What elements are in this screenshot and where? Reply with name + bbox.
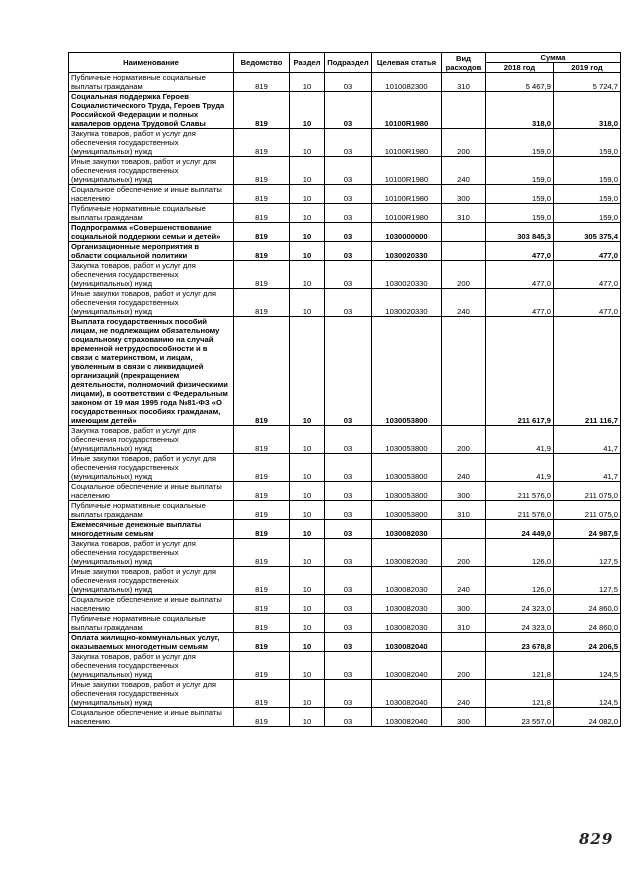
cell-exp: 300: [442, 595, 486, 614]
header-exp: Вид расходов: [442, 53, 486, 73]
cell-section: 10: [290, 501, 325, 520]
table-body: [69, 73, 621, 727]
cell-dept: 819: [234, 185, 290, 204]
cell-subsection: 03: [325, 92, 372, 129]
table-row: [69, 482, 621, 501]
cell-exp: 200: [442, 652, 486, 680]
cell-2018: 318,0: [486, 92, 554, 129]
table-row: [69, 708, 621, 727]
cell-name: Публичные нормативные социальные выплаты гражданам: [69, 501, 234, 520]
cell-subsection: 03: [325, 185, 372, 204]
cell-subsection: 03: [325, 426, 372, 454]
cell-dept: 819: [234, 289, 290, 317]
cell-2019: 159,0: [554, 185, 621, 204]
cell-section: 10: [290, 223, 325, 242]
cell-2018: 121,8: [486, 652, 554, 680]
cell-2018: 24 323,0: [486, 595, 554, 614]
cell-subsection: 03: [325, 454, 372, 482]
cell-section: 10: [290, 595, 325, 614]
cell-name: Социальное обеспечение и иные выплаты населению: [69, 708, 234, 727]
cell-2019: 318,0: [554, 92, 621, 129]
table-row: [69, 614, 621, 633]
cell-target: 1030053800: [372, 454, 442, 482]
cell-target: 1030082030: [372, 614, 442, 633]
cell-2018: 23 557,0: [486, 708, 554, 727]
cell-dept: 819: [234, 680, 290, 708]
cell-2018: 41,9: [486, 454, 554, 482]
cell-exp: 240: [442, 680, 486, 708]
cell-section: 10: [290, 92, 325, 129]
header-section: Раздел: [290, 53, 325, 73]
cell-exp: 310: [442, 501, 486, 520]
cell-2018: 23 678,8: [486, 633, 554, 652]
cell-exp: 200: [442, 261, 486, 289]
cell-target: 1030082030: [372, 595, 442, 614]
cell-target: 10100R1980: [372, 204, 442, 223]
header-2019: 2019 год: [554, 63, 621, 73]
table-row: [69, 454, 621, 482]
cell-2018: 41,9: [486, 426, 554, 454]
cell-section: 10: [290, 482, 325, 501]
cell-subsection: 03: [325, 652, 372, 680]
table-row: [69, 223, 621, 242]
cell-name: Публичные нормативные социальные выплаты гражданам: [69, 204, 234, 223]
cell-dept: 819: [234, 539, 290, 567]
cell-target: 1030053800: [372, 426, 442, 454]
cell-2018: 211 617,9: [486, 317, 554, 426]
table-row: [69, 652, 621, 680]
cell-subsection: 03: [325, 567, 372, 595]
cell-target: 10100R1980: [372, 92, 442, 129]
cell-subsection: 03: [325, 501, 372, 520]
cell-dept: 819: [234, 204, 290, 223]
cell-name: Закупка товаров, работ и услуг для обеспечения государственных (муниципальных) нужд: [69, 261, 234, 289]
cell-dept: 819: [234, 223, 290, 242]
cell-name: Закупка товаров, работ и услуг для обеспечения государственных (муниципальных) нужд: [69, 426, 234, 454]
cell-target: 1030053800: [372, 482, 442, 501]
cell-target: 1010082300: [372, 73, 442, 92]
cell-exp: [442, 242, 486, 261]
cell-2019: 24 987,5: [554, 520, 621, 539]
cell-target: 1030000000: [372, 223, 442, 242]
cell-target: 1030082040: [372, 633, 442, 652]
cell-2019: 127,5: [554, 539, 621, 567]
cell-subsection: 03: [325, 317, 372, 426]
cell-2019: 127,5: [554, 567, 621, 595]
cell-section: 10: [290, 633, 325, 652]
cell-dept: 819: [234, 157, 290, 185]
cell-exp: 310: [442, 614, 486, 633]
cell-subsection: 03: [325, 157, 372, 185]
cell-section: 10: [290, 289, 325, 317]
cell-section: 10: [290, 652, 325, 680]
cell-name: Иные закупки товаров, работ и услуг для обеспечения государственных (муниципальных) нужд: [69, 680, 234, 708]
cell-section: 10: [290, 185, 325, 204]
header-sum: Сумма: [486, 53, 621, 63]
cell-subsection: 03: [325, 680, 372, 708]
cell-2018: 477,0: [486, 242, 554, 261]
header-row: [69, 53, 621, 63]
cell-dept: 819: [234, 242, 290, 261]
cell-name: Иные закупки товаров, работ и услуг для обеспечения государственных (муниципальных) нужд: [69, 289, 234, 317]
table-row: [69, 317, 621, 426]
cell-2019: 159,0: [554, 157, 621, 185]
cell-exp: 300: [442, 708, 486, 727]
cell-2019: 159,0: [554, 129, 621, 157]
cell-target: 1030082040: [372, 708, 442, 727]
cell-2019: 159,0: [554, 204, 621, 223]
cell-name: Социальное обеспечение и иные выплаты населению: [69, 595, 234, 614]
cell-target: 10100R1980: [372, 129, 442, 157]
cell-2018: 126,0: [486, 539, 554, 567]
cell-dept: 819: [234, 73, 290, 92]
cell-2019: 41,7: [554, 454, 621, 482]
cell-exp: 240: [442, 567, 486, 595]
cell-dept: 819: [234, 652, 290, 680]
table-row: [69, 501, 621, 520]
cell-dept: 819: [234, 482, 290, 501]
cell-target: 1030053800: [372, 317, 442, 426]
table-row: [69, 261, 621, 289]
cell-name: Публичные нормативные социальные выплаты гражданам: [69, 614, 234, 633]
cell-2018: 159,0: [486, 204, 554, 223]
cell-section: 10: [290, 708, 325, 727]
cell-2019: 41,7: [554, 426, 621, 454]
cell-exp: 240: [442, 289, 486, 317]
cell-exp: 200: [442, 426, 486, 454]
cell-section: 10: [290, 520, 325, 539]
cell-subsection: 03: [325, 261, 372, 289]
cell-exp: 240: [442, 454, 486, 482]
cell-2018: 159,0: [486, 157, 554, 185]
cell-exp: 200: [442, 539, 486, 567]
cell-section: 10: [290, 204, 325, 223]
cell-exp: 200: [442, 129, 486, 157]
cell-name: Социальное обеспечение и иные выплаты населению: [69, 482, 234, 501]
cell-subsection: 03: [325, 614, 372, 633]
table-row: [69, 539, 621, 567]
cell-2018: 477,0: [486, 289, 554, 317]
cell-subsection: 03: [325, 129, 372, 157]
cell-2018: 211 576,0: [486, 482, 554, 501]
cell-section: 10: [290, 614, 325, 633]
cell-2019: 477,0: [554, 242, 621, 261]
cell-target: 10100R1980: [372, 185, 442, 204]
cell-subsection: 03: [325, 242, 372, 261]
table-row: [69, 633, 621, 652]
cell-name: Социальная поддержка Героев Социалистического Труда, Героев Труда Российской Федерации и полных кавалеров ордена Трудовой Славы: [69, 92, 234, 129]
cell-exp: 310: [442, 73, 486, 92]
cell-target: 1030082030: [372, 567, 442, 595]
cell-subsection: 03: [325, 520, 372, 539]
cell-exp: [442, 317, 486, 426]
cell-section: 10: [290, 157, 325, 185]
table-row: [69, 73, 621, 92]
cell-2019: 124,5: [554, 680, 621, 708]
cell-2019: 24 860,0: [554, 595, 621, 614]
cell-2018: 24 449,0: [486, 520, 554, 539]
cell-dept: 819: [234, 92, 290, 129]
cell-2019: 477,0: [554, 289, 621, 317]
cell-2018: 24 323,0: [486, 614, 554, 633]
cell-2018: 121,8: [486, 680, 554, 708]
cell-dept: 819: [234, 595, 290, 614]
cell-section: 10: [290, 242, 325, 261]
cell-name: Организационные мероприятия в области социальной политики: [69, 242, 234, 261]
cell-name: Закупка товаров, работ и услуг для обеспечения государственных (муниципальных) нужд: [69, 539, 234, 567]
cell-section: 10: [290, 317, 325, 426]
cell-2019: 24 860,0: [554, 614, 621, 633]
cell-target: 1030020330: [372, 289, 442, 317]
cell-dept: 819: [234, 129, 290, 157]
cell-name: Иные закупки товаров, работ и услуг для обеспечения государственных (муниципальных) нужд: [69, 157, 234, 185]
table-row: [69, 289, 621, 317]
cell-2019: 211 116,7: [554, 317, 621, 426]
cell-exp: [442, 223, 486, 242]
cell-name: Закупка товаров, работ и услуг для обеспечения государственных (муниципальных) нужд: [69, 129, 234, 157]
cell-2019: 211 075,0: [554, 501, 621, 520]
cell-2019: 124,5: [554, 652, 621, 680]
table-row: [69, 426, 621, 454]
cell-name: Закупка товаров, работ и услуг для обеспечения государственных (муниципальных) нужд: [69, 652, 234, 680]
cell-name: Подпрограмма «Совершенствование социальной поддержки семьи и детей»: [69, 223, 234, 242]
cell-name: Ежемесячные денежные выплаты многодетным семьям: [69, 520, 234, 539]
cell-2018: 159,0: [486, 185, 554, 204]
cell-dept: 819: [234, 633, 290, 652]
cell-target: 1030082040: [372, 652, 442, 680]
cell-subsection: 03: [325, 482, 372, 501]
table-row: [69, 520, 621, 539]
cell-target: 1030053800: [372, 501, 442, 520]
table-row: [69, 185, 621, 204]
cell-name: Публичные нормативные социальные выплаты гражданам: [69, 73, 234, 92]
cell-target: 1030082030: [372, 520, 442, 539]
cell-subsection: 03: [325, 204, 372, 223]
table-row: [69, 129, 621, 157]
cell-section: 10: [290, 567, 325, 595]
header-subsection: Подраздел: [325, 53, 372, 73]
cell-subsection: 03: [325, 289, 372, 317]
cell-target: 1030082030: [372, 539, 442, 567]
cell-section: 10: [290, 129, 325, 157]
cell-name: Социальное обеспечение и иные выплаты населению: [69, 185, 234, 204]
cell-exp: 300: [442, 482, 486, 501]
cell-2018: 211 576,0: [486, 501, 554, 520]
cell-dept: 819: [234, 317, 290, 426]
cell-target: 1030020330: [372, 261, 442, 289]
cell-name: Иные закупки товаров, работ и услуг для обеспечения государственных (муниципальных) нужд: [69, 567, 234, 595]
cell-exp: 300: [442, 185, 486, 204]
cell-subsection: 03: [325, 539, 372, 567]
cell-section: 10: [290, 426, 325, 454]
cell-subsection: 03: [325, 73, 372, 92]
cell-2019: 24 082,0: [554, 708, 621, 727]
cell-section: 10: [290, 454, 325, 482]
cell-2018: 5 467,9: [486, 73, 554, 92]
cell-name: Оплата жилищно-коммунальных услуг, оказываемых многодетным семьям: [69, 633, 234, 652]
table-row: [69, 92, 621, 129]
cell-dept: 819: [234, 614, 290, 633]
cell-dept: 819: [234, 520, 290, 539]
cell-subsection: 03: [325, 708, 372, 727]
cell-section: 10: [290, 539, 325, 567]
cell-section: 10: [290, 261, 325, 289]
cell-exp: 240: [442, 157, 486, 185]
cell-2019: 477,0: [554, 261, 621, 289]
cell-2018: 477,0: [486, 261, 554, 289]
cell-2019: 5 724,7: [554, 73, 621, 92]
cell-exp: [442, 92, 486, 129]
cell-target: 1030020330: [372, 242, 442, 261]
cell-exp: [442, 633, 486, 652]
cell-2018: 159,0: [486, 129, 554, 157]
budget-table: [68, 52, 621, 727]
cell-2019: 211 075,0: [554, 482, 621, 501]
cell-dept: 819: [234, 501, 290, 520]
cell-target: 1030082040: [372, 680, 442, 708]
header-name: Наименование: [69, 53, 234, 73]
table-row: [69, 242, 621, 261]
cell-exp: 310: [442, 204, 486, 223]
header-dept: Ведомство: [234, 53, 290, 73]
cell-dept: 819: [234, 454, 290, 482]
header-target: Целевая статья: [372, 53, 442, 73]
cell-name: Выплата государственных пособий лицам, не подлежащим обязательному социальному страхованию на случай временной нетрудоспособности и в связи с материнством, и лицам, уволенным в связи с ликвидацией организаций (прекращением деятельности, полномочий физическими лицами), в соответствии с Федеральным законом от 19 мая 1995 года №81-ФЗ «О государственных пособиях гражданам, имеющим детей»: [69, 317, 234, 426]
table-row: [69, 157, 621, 185]
cell-section: 10: [290, 73, 325, 92]
cell-subsection: 03: [325, 595, 372, 614]
cell-dept: 819: [234, 708, 290, 727]
cell-target: 10100R1980: [372, 157, 442, 185]
cell-dept: 819: [234, 261, 290, 289]
table-row: [69, 680, 621, 708]
table-row: [69, 567, 621, 595]
cell-2018: 126,0: [486, 567, 554, 595]
cell-subsection: 03: [325, 223, 372, 242]
cell-2018: 303 845,3: [486, 223, 554, 242]
cell-section: 10: [290, 680, 325, 708]
cell-subsection: 03: [325, 633, 372, 652]
header-2018: 2018 год: [486, 63, 554, 73]
cell-2019: 24 206,5: [554, 633, 621, 652]
cell-dept: 819: [234, 567, 290, 595]
cell-dept: 819: [234, 426, 290, 454]
table-row: [69, 204, 621, 223]
cell-name: Иные закупки товаров, работ и услуг для обеспечения государственных (муниципальных) нужд: [69, 454, 234, 482]
table-row: [69, 595, 621, 614]
cell-2019: 305 375,4: [554, 223, 621, 242]
cell-exp: [442, 520, 486, 539]
page-number: 829: [579, 830, 614, 848]
